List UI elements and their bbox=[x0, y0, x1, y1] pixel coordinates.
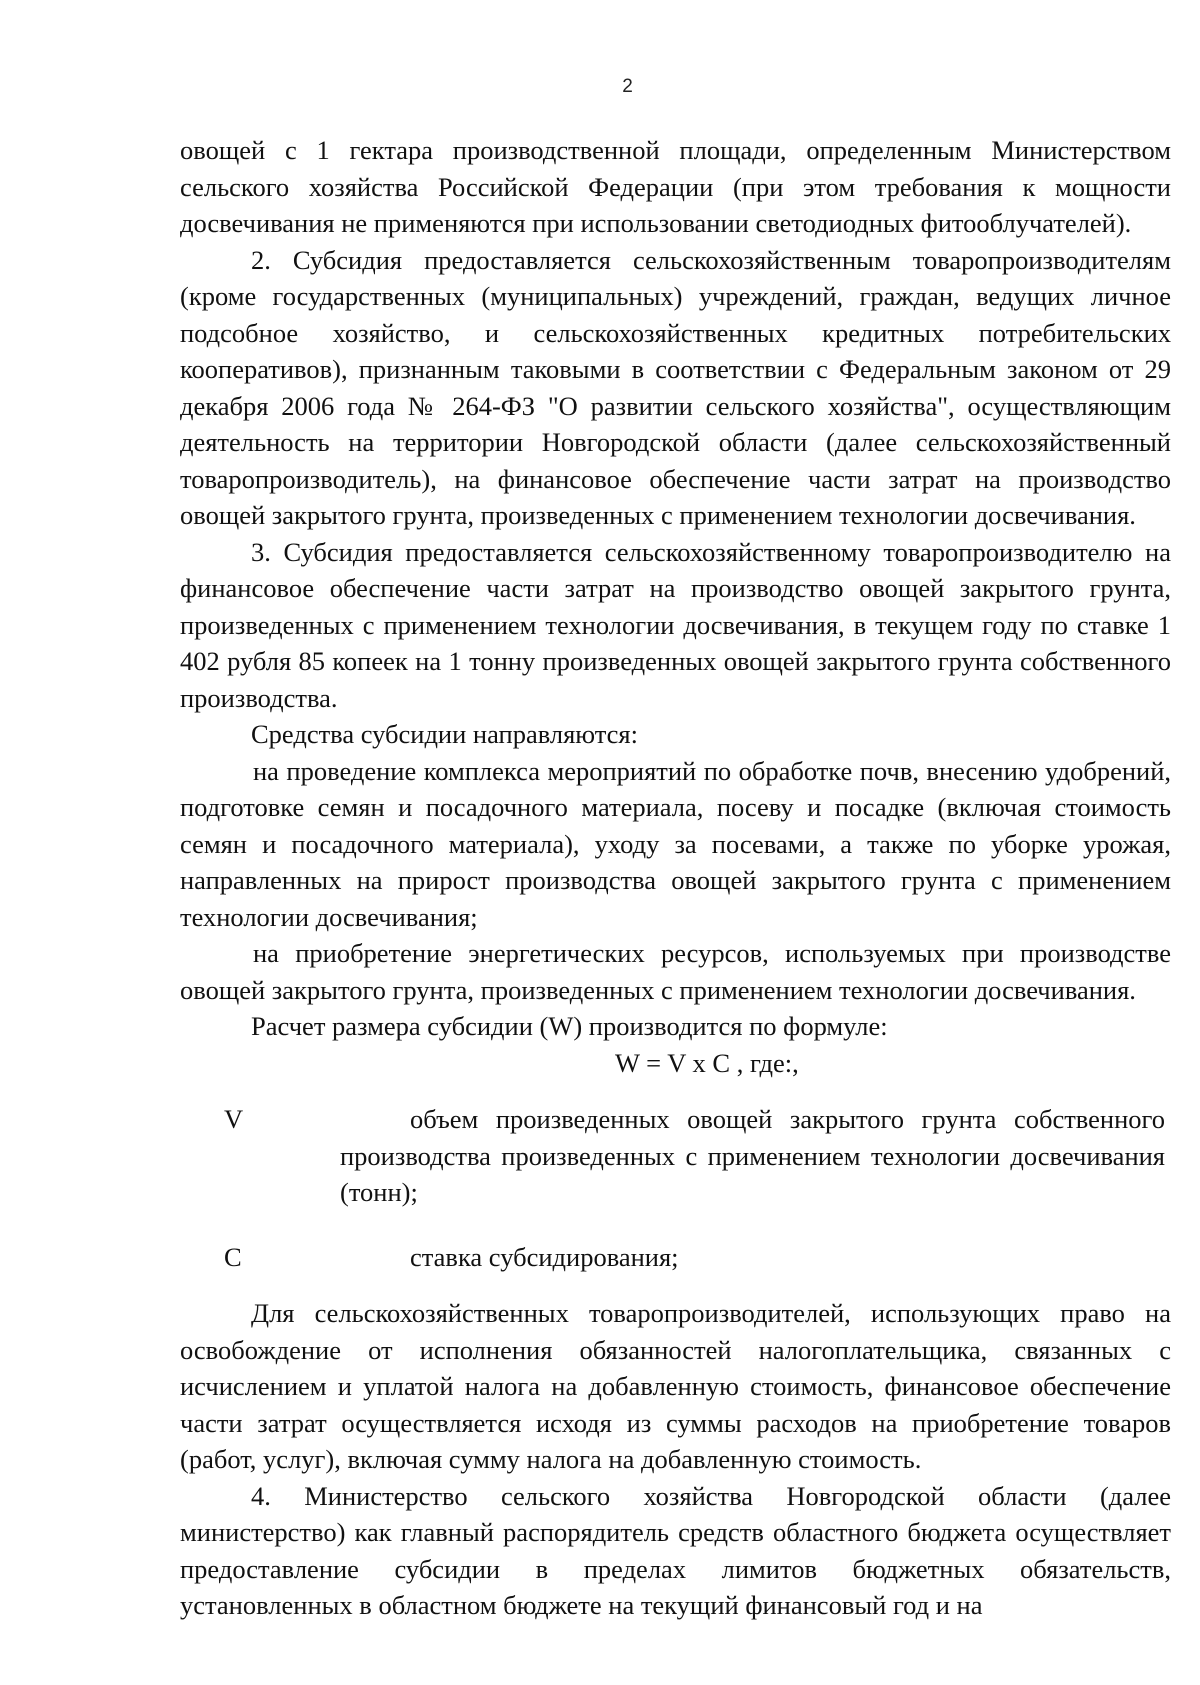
definition-c bbox=[180, 1239, 1171, 1276]
page-number: 2 bbox=[622, 76, 633, 97]
definition-term: C bbox=[224, 1241, 242, 1272]
paragraph-vat: Для сельскохозяйственных товаропроизводителей, использующих право на освобождение от исполнения обязанностей налогоплательщика, связанных с исчислением и уплатой налога на добавленную стоимость, финансовое обеспечение части затрат осуществляется исходя из суммы расходов на приобретение товаров (работ, услуг), включая сумму налога на добавленную стоимость. bbox=[180, 1298, 1171, 1474]
paragraph-clause-2: 2. Субсидия предоставляется сельскохозяйственным товаропроизводителям (кроме государственных (муниципальных) учреждений, граждан, ведущих личное подсобное хозяйство, и сельскохозяйственных кредитных потребительских кооперативов), признанным таковыми в соответствии с Федеральным законом от 29 декабря 2006 года № 264-ФЗ "О развитии сельского хозяйства", осуществляющим деятельность на территории Новгородской области (далее сельскохозяйственный товаропроизводитель), на финансовое обеспечение части затрат на производство овощей закрытого грунта, произведенных с применением технологии досвечивания. bbox=[180, 244, 1171, 530]
document-body bbox=[180, 132, 1171, 1624]
paragraph-continuation: овощей с 1 гектара производственной площади, определенным Министерством сельского хозяйства Российской Федерации (при этом требования к мощности досвечивания не применяются при использовании светодиодных фитооблучателей). bbox=[180, 135, 1171, 238]
formula: W = V x C , где:, bbox=[615, 1047, 799, 1078]
definition-term: V bbox=[224, 1104, 244, 1134]
definition-v bbox=[180, 1101, 1171, 1211]
definition-description: ставка субсидирования; bbox=[410, 1241, 679, 1272]
paragraph-funds-intro: Средства субсидии направляются: bbox=[251, 719, 638, 749]
paragraph-clause-4: 4. Министерство сельского хозяйства Новгородской области (далее министерство) как главный распорядитель средств областного бюджета осуществляет предоставление субсидии в пределах лимитов бюджетных обязательств, установленных в областном бюджете на текущий финансовый год и на bbox=[180, 1480, 1171, 1620]
paragraph-clause-3: 3. Субсидия предоставляется сельскохозяйственному товаропроизводителю на финансовое обеспечение части затрат на производство овощей закрытого грунта, произведенных с применением технологии досвечивания, в текущем году по ставке 1 402 рубля 85 копеек на 1 тонну произведенных овощей закрытого грунта собственного производства. bbox=[180, 536, 1171, 713]
paragraph-formula-intro: Расчет размера субсидии (W) производится по формуле: bbox=[251, 1011, 888, 1041]
definition-description: объем произведенных овощей закрытого грунта собственного производства произведенных с применением технологии досвечивания (тонн); bbox=[340, 1104, 1165, 1207]
paragraph-funds-item-2: на приобретение энергетических ресурсов, используемых при производстве овощей закрытого грунта, произведенных с применением технологии досвечивания. bbox=[180, 938, 1171, 1005]
paragraph-funds-item-1: на проведение комплекса мероприятий по обработке почв, внесению удобрений, подготовке семян и посадочного материала, посеву и посадке (включая стоимость семян и посадочного материала), уходу за посевами, а также по уборке урожая, направленных на прирост производства овощей закрытого грунта с применением технологии досвечивания; bbox=[180, 755, 1171, 932]
